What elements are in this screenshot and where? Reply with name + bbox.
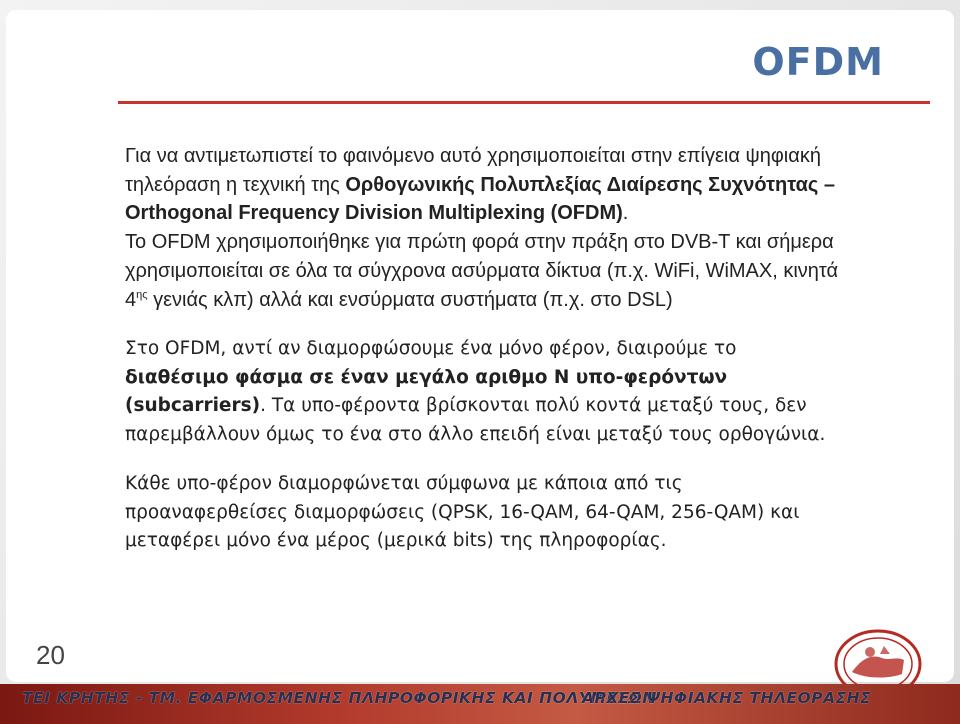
subcarriers-term: διαθέσιμο φάσμα σε έναν μεγάλο αριθμο N υπο-φερόντων (subcarriers) <box>125 366 728 417</box>
intro-text: Για να αντιμετωπιστεί το φαινόμενο αυτό χρησιμοποιείται στην επίγεια ψηφιακή τηλεόραση η τεχνική της <box>125 145 821 196</box>
ordinal-superscript: ης <box>136 288 148 301</box>
slide-title: OFDM <box>752 40 884 84</box>
subcarriers-text-end: . Τα υπο-φέροντα βρίσκονται πολύ κοντά μεταξύ τους, δεν παρεμβάλλουν όμως το ένα στο άλλο επειδή είναι μεταξύ τους ορθογώνια. <box>125 395 826 445</box>
usage-text-end: γενιάς κλπ) αλλά και ενσύρματα συστήματα (π.χ. στο DSL) <box>147 288 673 311</box>
title-underline <box>118 101 930 104</box>
paragraph-usage <box>125 228 845 314</box>
modulation-text: Κάθε υπο-φέρον διαμορφώνεται σύμφωνα με κάποια από τις προαναφερθείσες διαμορφώσεις (QPSK, 16-QAM, 64-QAM, 256-QAM) και μεταφέρει μόνο ένα μέρος (μερικά bits) της πληροφορίας. <box>125 473 800 552</box>
intro-period: . <box>622 202 629 225</box>
slide-body <box>125 142 845 556</box>
subcarriers-text: Στο OFDM, αντί αν διαμορφώσουμε ένα μόνο φέρον, διαιρούμε το <box>125 338 737 360</box>
footer-institution: ΤΕΙ ΚΡΗΤΗΣ - ΤΜ. ΕΦΑΡΜΟΣΜΕΝΗΣ ΠΛΗΡΟΦΟΡΙΚΗΣ ΚΑΙ ΠΟΛΥΜΕΣΩΝ <box>22 689 656 707</box>
paragraph-modulation <box>125 470 845 556</box>
paragraph-subcarriers <box>125 335 845 449</box>
usage-text: Το OFDM χρησιμοποιήθηκε για πρώτη φορά στην πράξη στο DVB-T και σήμερα χρησιμοποιείται σε όλα τα σύγχρονα ασύρματα δίκτυα (π.χ. WiFi, WiMAX, κινητά 4 <box>125 231 839 311</box>
page-number: 20 <box>36 640 65 670</box>
paragraph-intro <box>125 142 845 228</box>
footer-course: ΑΡΧΕΣ ΨΗΦΙΑΚΗΣ ΤΗΛΕΟΡΑΣΗΣ <box>582 689 872 707</box>
ofdm-term: Ορθογωνικής Πολυπλεξίας Διαίρεσης Συχνότητας – Orthogonal Frequency Division Multiplexing (OFDM) <box>125 173 835 225</box>
